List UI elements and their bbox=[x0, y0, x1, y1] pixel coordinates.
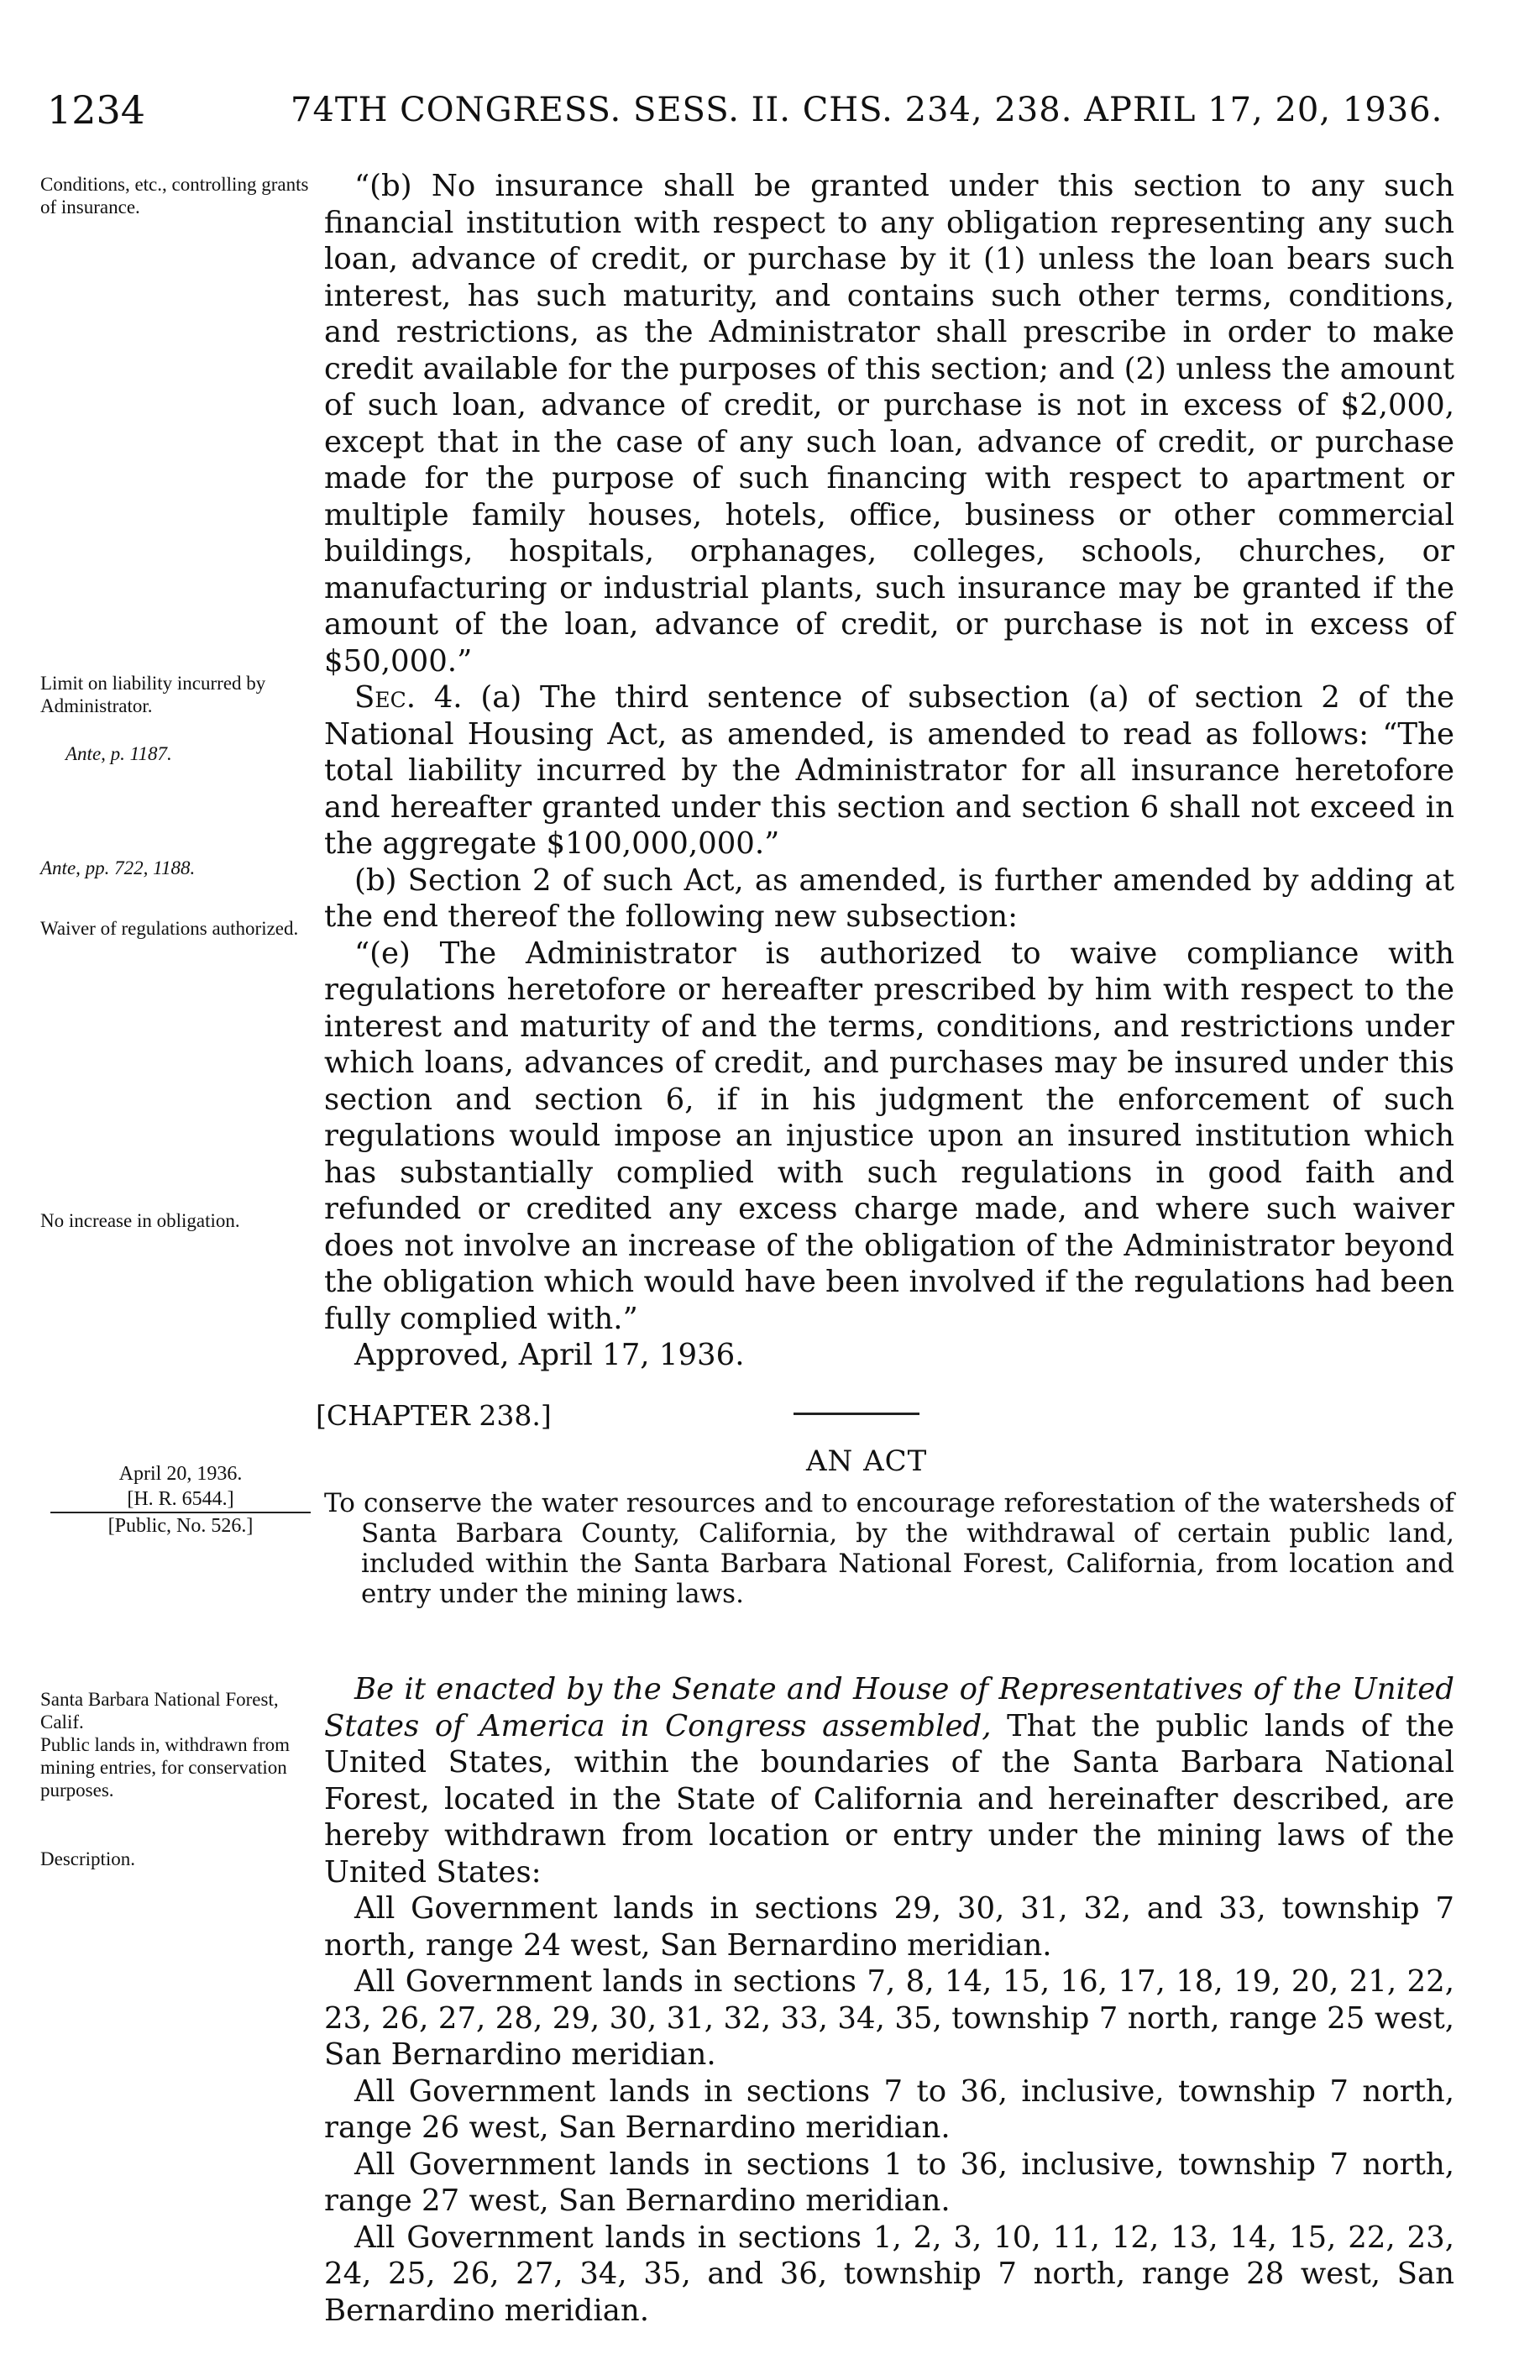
act-purpose bbox=[324, 1488, 1454, 1609]
margin-note-conditions: Conditions, etc., controlling grants of insurance. bbox=[40, 174, 309, 218]
running-head: 74TH CONGRESS. SESS. II. CHS. 234, 238. APRIL 17, 20, 1936. bbox=[291, 91, 1443, 129]
list-item: All Government lands in sections 1, 2, 3, 10, 11, 12, 13, 14, 15, 22, 23, 24, 25, 26, 27, 34, 35, and 36, township 7 north, range 28 west, San Bernardino meridian. bbox=[324, 2220, 1454, 2328]
lands-list bbox=[324, 1890, 1454, 2329]
section-label: Sec. 4. bbox=[354, 680, 463, 715]
act-heading: AN ACT bbox=[806, 1444, 928, 1478]
public-law-number: [Public, No. 526.] bbox=[107, 1515, 254, 1537]
main-text-section-b bbox=[324, 168, 1454, 1374]
approval-line: Approved, April 17, 1936. bbox=[354, 1338, 745, 1372]
bill-number: [H. R. 6544.] bbox=[50, 1486, 311, 1513]
margin-note-ante-pp-ref: Ante, pp. 722, 1188. bbox=[40, 857, 196, 878]
act-purpose-text: To conserve the water resources and to encourage reforestation of the watersheds of Santa Barbara County, California, by the withdrawal of certain public land, included within the Santa Barbara National Forest, California, from location and entry under the mining laws. bbox=[324, 1488, 1454, 1609]
main-text-act bbox=[324, 1671, 1454, 2329]
margin-note-description: Description. bbox=[40, 1848, 136, 1869]
margin-note-waiver: Waiver of regulations authorized. bbox=[40, 918, 299, 939]
paragraph-sec4-b: (b) Section 2 of such Act, as amended, is further amended by adding at the end thereof the following new subsection: bbox=[324, 862, 1454, 934]
enacting-text: That the public lands of the United States, within the boundaries of the Santa Barbara National Forest, located in the State of California and hereinafter described, are hereby withdrawn from location or entry under the mining laws of the United States: bbox=[324, 1708, 1454, 1890]
list-item: All Government lands in sections 7 to 36, inclusive, township 7 north, range 26 west, San Bernardino meridian. bbox=[324, 2073, 1454, 2145]
margin-note-public-lands: Public lands in, withdrawn from mining entries, for conservation purposes. bbox=[40, 1734, 291, 1801]
margin-note-limit-liability: Limit on liability incurred by Administrator. bbox=[40, 673, 266, 716]
enacting-clause: Be it enacted by the Senate and House of Representatives of the United States of America in Congress assembled, bbox=[324, 1672, 1454, 1743]
section-rule bbox=[794, 1413, 919, 1415]
paragraph-sec4-e: “(e) The Administrator is authorized to waive compliance with regulations heretofore or hereafter prescribed by him with respect to the interest and maturity of and the terms, conditions, and restrictions under which loans, advances of credit, and purchases may be insured under this section and section 6, if in his judgment the enforcement of such regulations would impose an injustice upon an insured institution which has substantially complied with such regulations in good faith and refunded or credited any excess charge made, and where such waiver does not involve an increase of the obligation of the Administrator beyond the obligation which would have been involved if the regulations had been fully complied with.” bbox=[324, 936, 1454, 1336]
chapter-label: [CHAPTER 238.] bbox=[316, 1399, 552, 1432]
list-item: All Government lands in sections 7, 8, 14, 15, 16, 17, 18, 19, 20, 21, 22, 23, 26, 27, 28, 29, 30, 31, 32, 33, 34, 35, township 7 north, range 25 west, San Bernardino meridian. bbox=[324, 1964, 1454, 2072]
paragraph-sec4-a bbox=[324, 679, 1454, 862]
list-item: All Government lands in sections 29, 30, 31, 32, and 33, township 7 north, range 24 west, San Bernardino meridian. bbox=[324, 1891, 1454, 1963]
sec4-a-text: (a) The third sentence of subsection (a) of section 2 of the National Housing Act, as amended, is amended to read as follows: “The total liability incurred by the Administrator for all insurance heretofore and hereafter granted under this section and section 6 shall not exceed in the aggregate $100,000,000.” bbox=[324, 680, 1455, 861]
bill-info bbox=[50, 1461, 311, 1539]
margin-note-national-forest: Santa Barbara National Forest, Calif. bbox=[40, 1689, 279, 1733]
margin-note-no-increase: No increase in obligation. bbox=[40, 1210, 240, 1231]
paragraph-section-b: “(b) No insurance shall be granted under this section to any such financial institution with respect to any obligation representing any such loan, advance of credit, or purchase by it (1) unless the loan bears such interest, has such maturity, and contains such other terms, conditions, and restrictions, as the Administrator shall prescribe in order to make credit available for the purposes of this section; and (2) unless the amount of such loan, advance of credit, or purchase is not in excess of $2,000, except that in the case of any such loan, advance of credit, or purchase made for the purpose of such financing with respect to apartment or multiple family houses, hotels, office, business or other commercial buildings, hospitals, orphanages, colleges, schools, churches, or manufacturing or industrial plants, such insurance may be granted if the amount of the loan, advance of credit, or purchase is not in excess of $50,000.” bbox=[324, 169, 1454, 679]
list-item: All Government lands in sections 1 to 36, inclusive, township 7 north, range 27 west, San Bernardino meridian. bbox=[324, 2147, 1454, 2218]
page-number: 1234 bbox=[47, 87, 146, 133]
act-date: April 20, 1936. bbox=[118, 1463, 243, 1485]
margin-note-ante-ref: Ante, p. 1187. bbox=[65, 743, 172, 764]
paragraph-enacting bbox=[324, 1671, 1454, 1890]
page-header bbox=[47, 87, 1475, 138]
